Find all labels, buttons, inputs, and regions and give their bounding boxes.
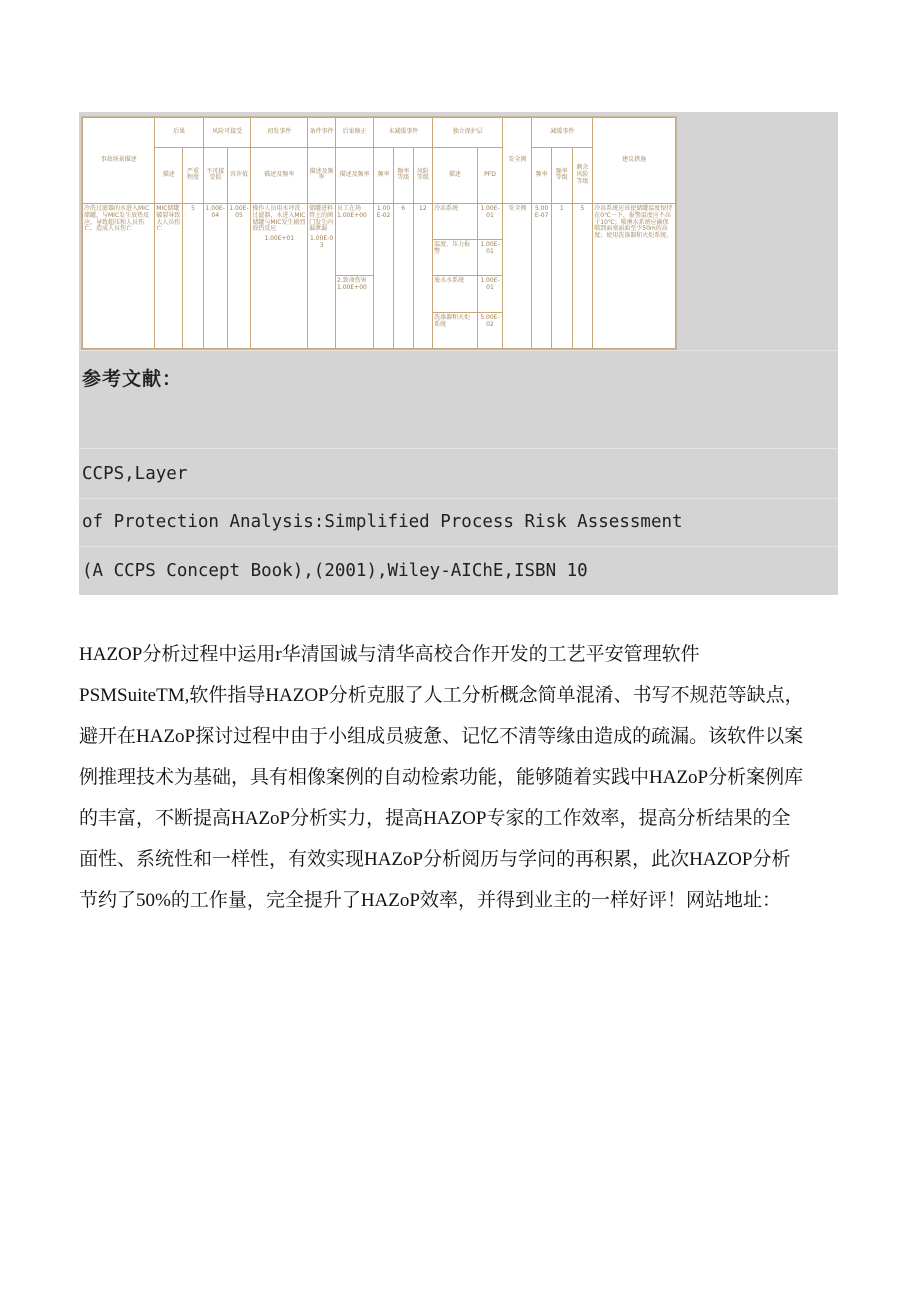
cell-ipl-desc-3: 洗涤器和火炬系统 (433, 312, 477, 348)
header-consequence-mod: 后果修正 (336, 118, 374, 148)
cell-ipl-pfd-0: 1.00E-01 (477, 203, 503, 239)
header-not-acceptable: 不可接受值 (203, 148, 227, 203)
header-consequence-desc: 描述 (155, 148, 183, 203)
header-unmitigated: 未减缓事件 (374, 118, 433, 148)
paragraph-line-6: 面性、系统性和一样性，有效实现HAZoP分析阅历与学问的再积累，此次HAZOP分析 (79, 849, 791, 870)
reference-line-3: (A CCPS Concept Book),(2001),Wiley-AIChE,ISBN 10 (82, 561, 588, 581)
paragraph-line-3: 避开在HAZoP探讨过程中由于小组成员疲惫、记忆不清等缘由造成的疏漏。该软件以案 (79, 726, 804, 747)
cell-ipl-desc-0: 冷冻系统 (433, 203, 477, 239)
cell-residual-risk: 5 (572, 203, 593, 348)
header-freq: 频率 (374, 148, 394, 203)
reference-line-1: CCPS,Layer (82, 464, 188, 484)
header-mit-freq-level: 频率等级 (551, 148, 572, 203)
mod-freq-a: 1.00E+00 (337, 211, 367, 219)
init-desc: 操作人员用水冲洗过滤器，水进入MIC储罐与MIC发生剧烈放热反应 (252, 204, 306, 233)
header-enabling-desc: 描述及频率 (308, 148, 336, 203)
header-consequence: 后果 (155, 118, 204, 148)
cell-event-desc: 冷洗过滤器的水进入MIC储罐，与MIC发生放热反应，导致超压和人员伤亡，造成人员伤亡 (83, 203, 155, 348)
paragraph-line-7: 节约了50%的工作量，完全提升了HAZoP效率，并得到业主的一样好评！网站地址： (79, 890, 781, 911)
cell-risk-level: 12 (413, 203, 433, 348)
cell-ipl-desc-2: 废水水系统 (433, 276, 477, 312)
cell-mit-freq: 5.00E-07 (532, 203, 552, 348)
cell-freq-level: 6 (393, 203, 413, 348)
header-tolerable-value: 容许值 (227, 148, 251, 203)
cell-ipl-pfd-1: 1.00E-01 (477, 240, 503, 276)
cell-severity: 5 (183, 203, 204, 348)
header-init-desc: 描述及频率 (251, 148, 308, 203)
paragraph-line-4: 例推理技术为基础，具有相像案例的自动检索功能，能够随着实践中HAZoP分析案例库 (79, 767, 804, 788)
references-title: 参考文献： (82, 368, 183, 390)
mod-freq-b: 1.00E+00 (337, 284, 367, 292)
header-risk-tolerable: 风险可接受 (203, 118, 251, 148)
cell-safety-valve: 安全阀 (503, 203, 532, 348)
header-residual-risk: 剩余风险等级 (572, 148, 593, 203)
cell-not-acceptable: 1.00E-04 (203, 203, 227, 348)
cell-mod-a (336, 203, 374, 276)
paragraph-line-1: HAZOP分析过程中运用r华清国诚与清华高校合作开发的工艺平安管理软件 (79, 644, 700, 665)
body-paragraph (79, 634, 854, 921)
header-ipl-desc: 描述 (433, 148, 477, 203)
mod-desc-b: 2.致命伤害 (337, 277, 367, 285)
enabling-freq: 1.00E-03 (310, 235, 334, 250)
init-freq: 1.00E+01 (264, 235, 295, 243)
lopa-table-image (81, 116, 677, 350)
header-freq-level: 频率等级 (393, 148, 413, 203)
header-mit-freq: 频率 (532, 148, 552, 203)
cell-freq: 1.00E-02 (374, 203, 394, 348)
header-initiating-event: 初发事件 (251, 118, 308, 148)
embedded-screenshot (79, 112, 838, 595)
cell-consequence-desc: MIC储罐破裂导致大人员伤亡 (155, 203, 183, 348)
header-ipl: 独立保护层 (433, 118, 503, 148)
header-mitigated: 减缓事件 (532, 118, 593, 148)
header-recommendation: 建议措施 (593, 118, 676, 204)
cell-enabling-event (308, 203, 336, 348)
header-risk-level: 风险等级 (413, 148, 433, 203)
header-event-desc: 事故场景描述 (83, 118, 155, 204)
header-severity: 严重程度 (183, 148, 204, 203)
header-enabling-event: 条件事件 (308, 118, 336, 148)
cell-mod-b (336, 276, 374, 349)
cell-tolerable-value: 1.00E-05 (227, 203, 251, 348)
header-mod-desc: 描述及频率 (336, 148, 374, 203)
cell-mit-freq-level: 1 (551, 203, 572, 348)
mod-desc-a: 员工在场 (337, 204, 362, 212)
enabling-desc: 储罐进料管上的阀门发生内漏泄漏 (309, 204, 334, 233)
cell-ipl-desc-1: 温度、压力报警 (433, 240, 477, 276)
reference-line-2: of Protection Analysis:Simplified Process Risk Assessment (82, 512, 683, 532)
paragraph-line-2: PSMSuiteTM,软件指导HAZOP分析克服了人工分析概念简单混淆、书写不规范等缺点， (79, 685, 804, 706)
cell-recommendation: 冷冻系统应该使储罐温度保持在0℃一下，报警温度应不高于10℃；喷淋水系统应确保喷到面塞面面至少50m的高度；使用洗涤器和火炬系统。 (593, 203, 676, 348)
cell-ipl-pfd-3: 5.00E-02 (477, 312, 503, 348)
paragraph-line-5: 的丰富，不断提高HAZoP分析实力，提高HAZOP专家的工作效率，提高分析结果的全 (79, 808, 791, 829)
header-pfd: PFD (477, 148, 503, 203)
header-safety-valve: 安全阀 (503, 118, 532, 204)
cell-ipl-pfd-2: 1.00E-01 (477, 276, 503, 312)
cell-initiating-event (251, 203, 308, 348)
lopa-table (82, 117, 676, 349)
